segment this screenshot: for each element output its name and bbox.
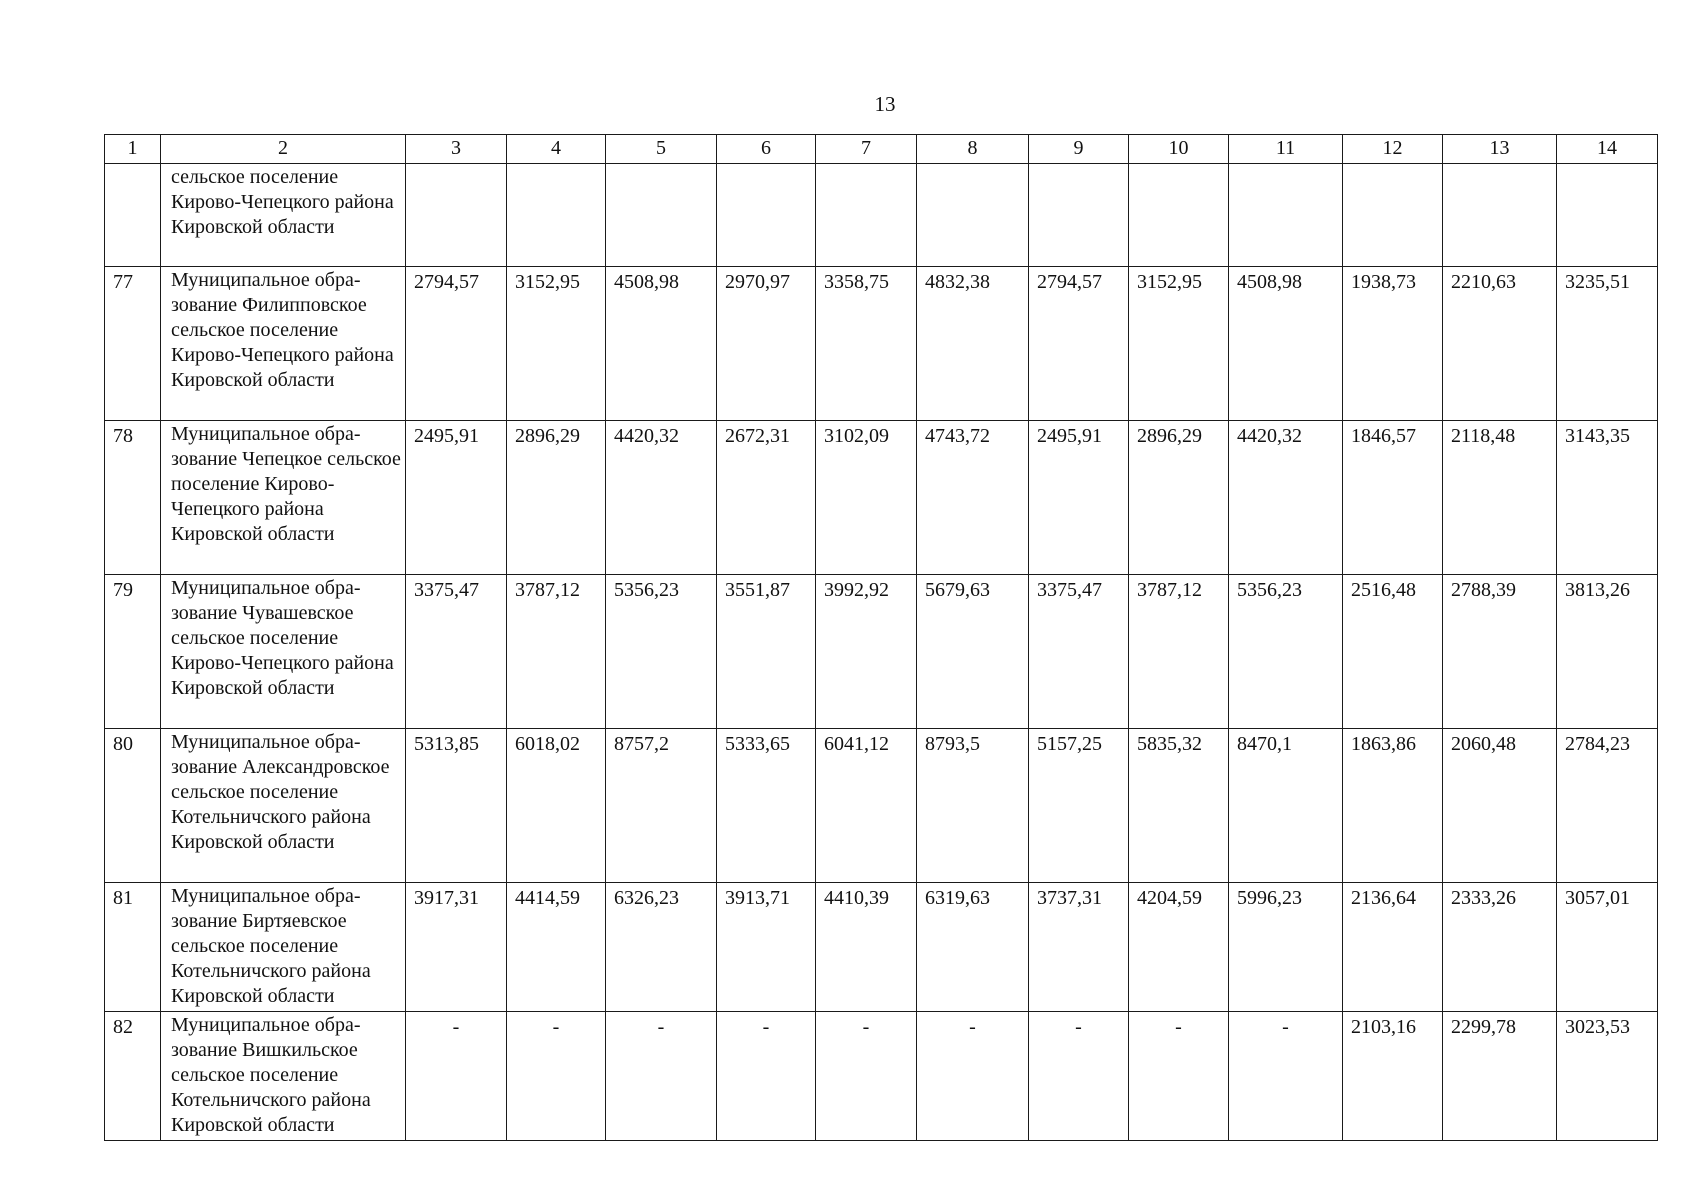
column-header: 3 (406, 135, 507, 164)
table-row (105, 421, 1658, 575)
column-header: 2 (161, 135, 406, 164)
value-cell: 5356,23 (606, 575, 717, 729)
value-cell (1229, 164, 1343, 267)
table-row (105, 883, 1658, 1012)
column-header: 8 (917, 135, 1029, 164)
value-cell: 3057,01 (1557, 883, 1658, 1012)
municipality-name-cell: сельское поселение Кирово-Чепецкого района Кировской области (161, 164, 406, 267)
value-cell: 2516,48 (1343, 575, 1443, 729)
value-cell: - (717, 1012, 816, 1141)
value-cell: 2118,48 (1443, 421, 1557, 575)
value-cell: 3813,26 (1557, 575, 1658, 729)
value-cell: 2970,97 (717, 267, 816, 421)
municipality-name-cell: Муниципальное образование Филипповское сельское поселение Кирово-Чепецкого района Кировской области (161, 267, 406, 421)
value-cell: 8470,1 (1229, 729, 1343, 883)
value-cell: 4420,32 (1229, 421, 1343, 575)
value-cell (1557, 164, 1658, 267)
value-cell: 2299,78 (1443, 1012, 1557, 1141)
row-number-cell: 82 (105, 1012, 161, 1141)
value-cell: 5679,63 (917, 575, 1029, 729)
value-cell: 3152,95 (507, 267, 606, 421)
value-cell (917, 164, 1029, 267)
column-header: 1 (105, 135, 161, 164)
value-cell: - (1129, 1012, 1229, 1141)
value-cell: 4414,59 (507, 883, 606, 1012)
column-header: 13 (1443, 135, 1557, 164)
value-cell: 3235,51 (1557, 267, 1658, 421)
value-cell: 8793,5 (917, 729, 1029, 883)
value-cell: 2136,64 (1343, 883, 1443, 1012)
value-cell (406, 164, 507, 267)
value-cell: 3102,09 (816, 421, 917, 575)
value-cell: 3358,75 (816, 267, 917, 421)
value-cell (1343, 164, 1443, 267)
value-cell: 3143,35 (1557, 421, 1658, 575)
row-number-cell: 77 (105, 267, 161, 421)
value-cell: 2896,29 (1129, 421, 1229, 575)
municipality-name-cell: Муниципальное образование Александровское сельское поселение Котельничского района Кировской области (161, 729, 406, 883)
value-cell: 3375,47 (406, 575, 507, 729)
value-cell (606, 164, 717, 267)
value-cell: 3737,31 (1029, 883, 1129, 1012)
value-cell: - (507, 1012, 606, 1141)
municipality-name-cell: Муниципальное образование Вишкильское сельское поселение Котельничского района Кировской области (161, 1012, 406, 1141)
value-cell: - (816, 1012, 917, 1141)
value-cell: 3787,12 (1129, 575, 1229, 729)
column-header: 5 (606, 135, 717, 164)
value-cell: 5835,32 (1129, 729, 1229, 883)
column-header: 6 (717, 135, 816, 164)
value-cell (1029, 164, 1129, 267)
value-cell: 2794,57 (406, 267, 507, 421)
header-row (105, 135, 1658, 164)
table-row-continuation (105, 164, 1658, 267)
row-number-cell: 81 (105, 883, 161, 1012)
value-cell (1443, 164, 1557, 267)
row-number-cell (105, 164, 161, 267)
value-cell: - (1029, 1012, 1129, 1141)
value-cell: - (917, 1012, 1029, 1141)
value-cell: 2788,39 (1443, 575, 1557, 729)
table-row (105, 267, 1658, 421)
row-number-cell: 78 (105, 421, 161, 575)
value-cell: 1938,73 (1343, 267, 1443, 421)
value-cell: 3152,95 (1129, 267, 1229, 421)
table-row (105, 729, 1658, 883)
value-cell: 3787,12 (507, 575, 606, 729)
value-cell: 2896,29 (507, 421, 606, 575)
table-row (105, 1012, 1658, 1141)
value-cell: 2495,91 (1029, 421, 1129, 575)
value-cell: 2333,26 (1443, 883, 1557, 1012)
value-cell: 5313,85 (406, 729, 507, 883)
value-cell: 2672,31 (717, 421, 816, 575)
value-cell: 5333,65 (717, 729, 816, 883)
column-header: 7 (816, 135, 917, 164)
value-cell: - (406, 1012, 507, 1141)
value-cell: - (1229, 1012, 1343, 1141)
value-cell: 3913,71 (717, 883, 816, 1012)
value-cell: 1846,57 (1343, 421, 1443, 575)
municipality-name-cell: Муниципальное образование Биртяевское сельское поселение Котельничского района Кировской области (161, 883, 406, 1012)
value-cell: 4420,32 (606, 421, 717, 575)
page-number: 13 (874, 92, 896, 116)
value-cell: 2060,48 (1443, 729, 1557, 883)
value-cell: 5996,23 (1229, 883, 1343, 1012)
row-number-cell: 79 (105, 575, 161, 729)
value-cell: 3375,47 (1029, 575, 1129, 729)
column-header: 14 (1557, 135, 1658, 164)
value-cell: 2794,57 (1029, 267, 1129, 421)
value-cell: 2495,91 (406, 421, 507, 575)
value-cell: - (606, 1012, 717, 1141)
value-cell (717, 164, 816, 267)
value-cell: 1863,86 (1343, 729, 1443, 883)
value-cell: 2103,16 (1343, 1012, 1443, 1141)
value-cell: 2210,63 (1443, 267, 1557, 421)
column-header: 10 (1129, 135, 1229, 164)
row-number-cell: 80 (105, 729, 161, 883)
value-cell: 5356,23 (1229, 575, 1343, 729)
column-header: 4 (507, 135, 606, 164)
column-header: 12 (1343, 135, 1443, 164)
value-cell: 3992,92 (816, 575, 917, 729)
column-header: 11 (1229, 135, 1343, 164)
value-cell (1129, 164, 1229, 267)
value-cell: 8757,2 (606, 729, 717, 883)
value-cell: 4832,38 (917, 267, 1029, 421)
value-cell: 6041,12 (816, 729, 917, 883)
table-row (105, 575, 1658, 729)
value-cell: 6018,02 (507, 729, 606, 883)
value-cell: 4508,98 (1229, 267, 1343, 421)
value-cell: 4508,98 (606, 267, 717, 421)
value-cell (507, 164, 606, 267)
column-header: 9 (1029, 135, 1129, 164)
value-cell: 6319,63 (917, 883, 1029, 1012)
value-cell: 5157,25 (1029, 729, 1129, 883)
value-cell (816, 164, 917, 267)
value-cell: 3917,31 (406, 883, 507, 1012)
municipality-name-cell: Муниципальное образование Чувашевское сельское поселение Кирово-Чепецкого района Кировской области (161, 575, 406, 729)
value-cell: 4204,59 (1129, 883, 1229, 1012)
value-cell: 3023,53 (1557, 1012, 1658, 1141)
value-cell: 6326,23 (606, 883, 717, 1012)
value-cell: 4743,72 (917, 421, 1029, 575)
data-table (104, 134, 1658, 1141)
value-cell: 3551,87 (717, 575, 816, 729)
municipality-name-cell: Муниципальное образование Чепецкое сельское поселение Кирово-Чепецкого района Кировской области (161, 421, 406, 575)
value-cell: 2784,23 (1557, 729, 1658, 883)
value-cell: 4410,39 (816, 883, 917, 1012)
